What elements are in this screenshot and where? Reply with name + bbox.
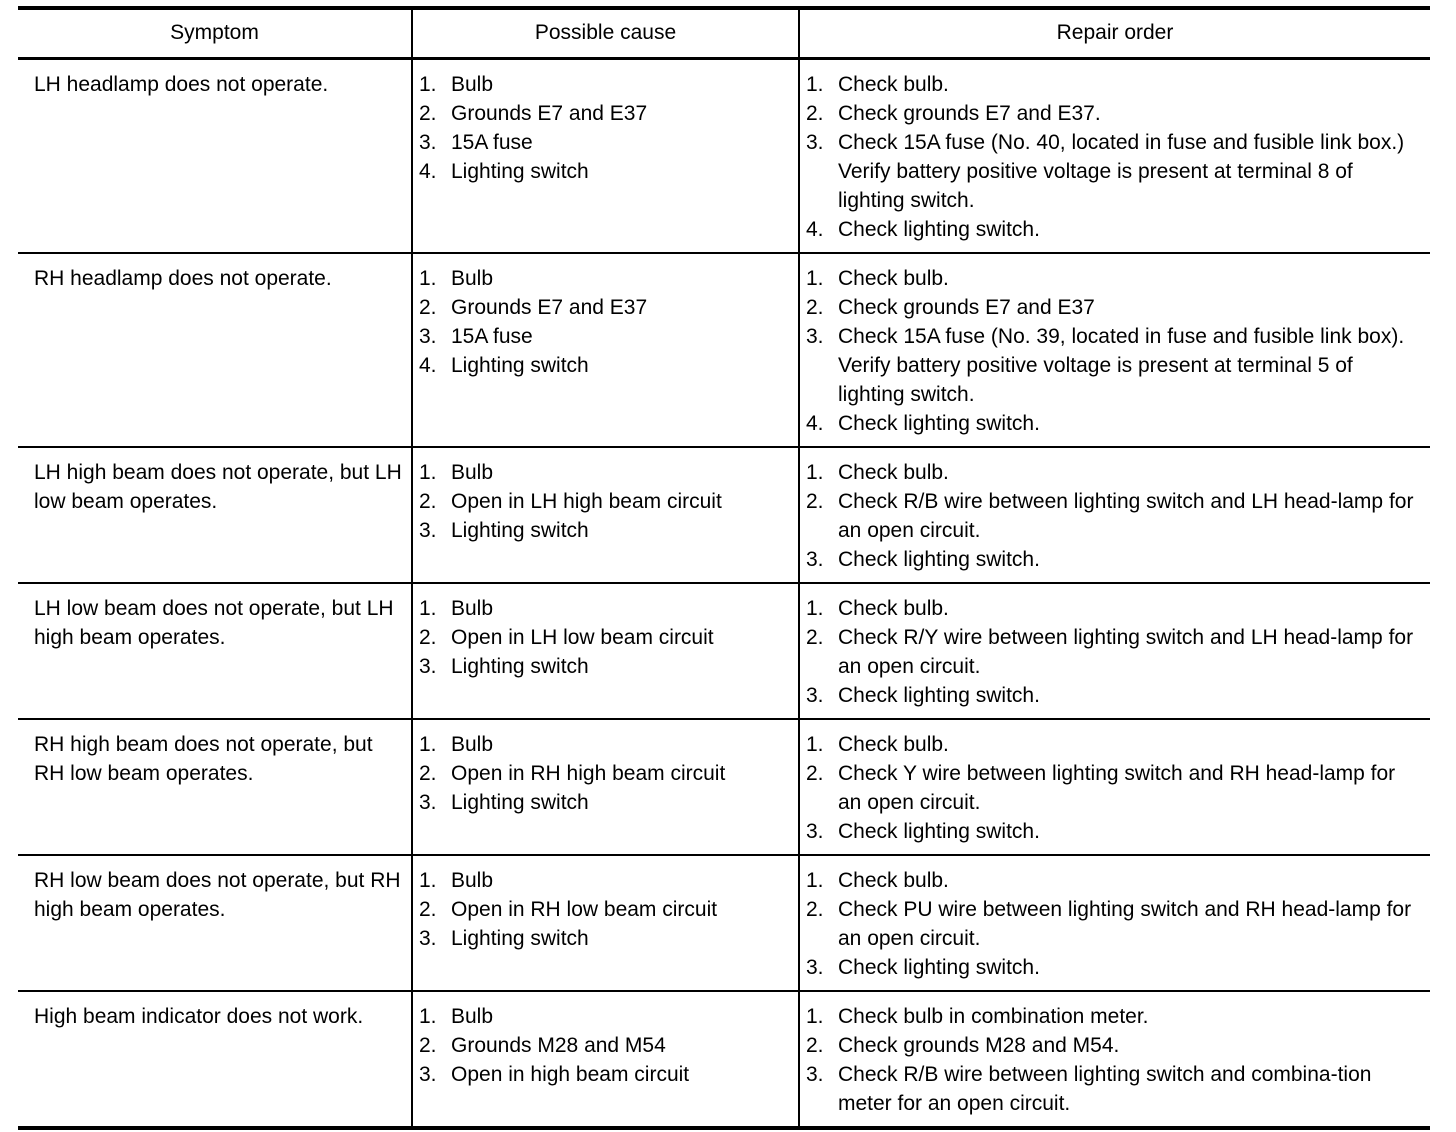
cause-list <box>419 730 790 817</box>
possible-cause-cell <box>412 719 799 855</box>
cause-item <box>419 1002 790 1031</box>
header-repair-order: Repair order <box>799 8 1430 58</box>
item-number: 3. <box>806 955 824 979</box>
item-number: 1. <box>419 72 437 96</box>
item-number: 1. <box>806 1004 824 1028</box>
item-text: Grounds M28 and M54 <box>451 1033 666 1057</box>
cause-list <box>419 70 790 186</box>
cause-item <box>419 70 790 99</box>
item-number: 2. <box>419 295 437 319</box>
repair-list <box>806 264 1422 438</box>
item-text: Bulb <box>451 72 494 96</box>
item-text: Lighting switch <box>451 518 589 542</box>
item-number: 2. <box>419 101 437 125</box>
item-number: 1. <box>806 596 824 620</box>
item-number: 3. <box>806 547 824 571</box>
item-number: 2. <box>419 897 437 921</box>
item-number: 3. <box>419 654 437 678</box>
item-text: Lighting switch <box>451 790 589 814</box>
item-text: Bulb <box>451 596 494 620</box>
item-number: 2. <box>806 295 824 319</box>
repair-item <box>806 730 1422 759</box>
item-number: 2. <box>806 625 824 649</box>
possible-cause-cell <box>412 583 799 719</box>
item-text: Bulb <box>451 460 494 484</box>
table-row <box>18 991 1430 1128</box>
item-text: Lighting switch <box>451 353 589 377</box>
item-number: 3. <box>806 130 824 154</box>
repair-order-cell <box>799 583 1430 719</box>
table-row <box>18 719 1430 855</box>
diagnosis-table <box>18 6 1430 1130</box>
possible-cause-cell <box>412 855 799 991</box>
item-text: Open in RH low beam circuit <box>451 897 718 921</box>
item-text: Open in RH high beam circuit <box>451 761 726 785</box>
cause-item <box>419 322 790 351</box>
repair-item <box>806 128 1422 215</box>
item-text: Grounds E7 and E37 <box>451 295 648 319</box>
cause-item <box>419 128 790 157</box>
item-number: 1. <box>806 72 824 96</box>
item-number: 3. <box>419 518 437 542</box>
cause-item <box>419 157 790 186</box>
item-number: 2. <box>806 1033 824 1057</box>
item-text: Bulb <box>451 868 494 892</box>
cause-item <box>419 866 790 895</box>
repair-order-cell <box>799 855 1430 991</box>
cause-item <box>419 895 790 924</box>
item-text: Check lighting switch. <box>838 819 1040 843</box>
repair-item <box>806 866 1422 895</box>
item-number: 1. <box>419 460 437 484</box>
item-text: Bulb <box>451 266 494 290</box>
item-text: Open in high beam circuit <box>451 1062 690 1086</box>
item-number: 1. <box>419 732 437 756</box>
item-text: Open in LH high beam circuit <box>451 489 722 513</box>
possible-cause-cell <box>412 447 799 583</box>
possible-cause-cell <box>412 58 799 253</box>
symptom-cell: RH low beam does not operate, but RH high beam operates. <box>34 868 401 921</box>
item-text: Check lighting switch. <box>838 547 1040 571</box>
repair-list <box>806 594 1422 710</box>
item-text: Check PU wire between lighting switch and RH head-lamp for an open circuit. <box>838 897 1412 950</box>
table-row <box>18 253 1430 447</box>
cause-item <box>419 788 790 817</box>
repair-item <box>806 895 1422 953</box>
item-text: Check bulb. <box>838 460 949 484</box>
repair-item <box>806 409 1422 438</box>
item-text: Check grounds E7 and E37 <box>838 295 1095 319</box>
repair-order-cell <box>799 447 1430 583</box>
cause-item <box>419 293 790 322</box>
item-text: Check R/Y wire between lighting switch and LH head-lamp for an open circuit. <box>838 625 1414 678</box>
item-text: Check grounds M28 and M54. <box>838 1033 1120 1057</box>
item-text: Check lighting switch. <box>838 683 1040 707</box>
item-number: 1. <box>806 266 824 290</box>
item-text: Check grounds E7 and E37. <box>838 101 1101 125</box>
possible-cause-cell <box>412 253 799 447</box>
repair-item <box>806 817 1422 846</box>
item-number: 1. <box>419 868 437 892</box>
repair-item <box>806 215 1422 244</box>
repair-list <box>806 866 1422 982</box>
cause-item <box>419 594 790 623</box>
table-row <box>18 447 1430 583</box>
table-row <box>18 583 1430 719</box>
possible-cause-cell <box>412 991 799 1128</box>
item-text: Grounds E7 and E37 <box>451 101 648 125</box>
item-number: 4. <box>419 159 437 183</box>
repair-item <box>806 487 1422 545</box>
repair-item <box>806 1060 1422 1118</box>
cause-item <box>419 99 790 128</box>
cause-item <box>419 759 790 788</box>
item-number: 2. <box>806 897 824 921</box>
item-number: 1. <box>806 868 824 892</box>
item-text: Check Y wire between lighting switch and RH head-lamp for an open circuit. <box>838 761 1396 814</box>
cause-list <box>419 264 790 380</box>
item-number: 3. <box>419 790 437 814</box>
item-text: Check bulb. <box>838 266 949 290</box>
item-number: 2. <box>419 625 437 649</box>
item-number: 4. <box>806 217 824 241</box>
item-number: 4. <box>806 411 824 435</box>
item-text: Check bulb. <box>838 868 949 892</box>
item-number: 2. <box>419 761 437 785</box>
item-text: Lighting switch <box>451 654 589 678</box>
item-number: 3. <box>806 683 824 707</box>
item-number: 3. <box>419 324 437 348</box>
item-number: 3. <box>806 324 824 348</box>
item-text: Check 15A fuse (No. 39, located in fuse and fusible link box). Verify battery positive voltage is present at terminal 5 of lighting switch. <box>838 324 1405 406</box>
repair-item <box>806 264 1422 293</box>
item-text: Lighting switch <box>451 159 589 183</box>
item-number: 3. <box>806 819 824 843</box>
repair-list <box>806 458 1422 574</box>
cause-item <box>419 487 790 516</box>
repair-item <box>806 70 1422 99</box>
cause-item <box>419 652 790 681</box>
item-text: Check R/B wire between lighting switch and LH head-lamp for an open circuit. <box>838 489 1414 542</box>
item-text: Lighting switch <box>451 926 589 950</box>
repair-item <box>806 953 1422 982</box>
item-number: 2. <box>806 761 824 785</box>
symptom-cell: LH high beam does not operate, but LH low beam operates. <box>34 460 402 513</box>
item-number: 3. <box>419 926 437 950</box>
repair-item <box>806 545 1422 574</box>
item-text: Bulb <box>451 1004 494 1028</box>
symptom-cell: LH headlamp does not operate. <box>34 72 329 96</box>
cause-list <box>419 458 790 545</box>
cause-item <box>419 924 790 953</box>
symptom-cell: RH headlamp does not operate. <box>34 266 332 290</box>
table-body <box>18 58 1430 1128</box>
cause-item <box>419 1060 790 1089</box>
item-text: Check bulb. <box>838 596 949 620</box>
item-number: 2. <box>419 489 437 513</box>
table-header <box>18 8 1430 58</box>
item-text: Check 15A fuse (No. 40, located in fuse and fusible link box.) Verify battery positive voltage is present at terminal 8 of lighting switch. <box>838 130 1405 212</box>
repair-list <box>806 730 1422 846</box>
table-row <box>18 855 1430 991</box>
symptom-cell: RH high beam does not operate, but RH low beam operates. <box>34 732 373 785</box>
repair-item <box>806 458 1422 487</box>
cause-item <box>419 458 790 487</box>
cause-list <box>419 866 790 953</box>
cause-item <box>419 623 790 652</box>
item-text: Check bulb. <box>838 732 949 756</box>
cause-list <box>419 1002 790 1089</box>
item-number: 4. <box>419 353 437 377</box>
repair-list <box>806 70 1422 244</box>
repair-item <box>806 1002 1422 1031</box>
item-number: 1. <box>806 460 824 484</box>
cause-item <box>419 264 790 293</box>
cause-list <box>419 594 790 681</box>
repair-item <box>806 623 1422 681</box>
symptom-cell: High beam indicator does not work. <box>34 1004 364 1028</box>
repair-item <box>806 759 1422 817</box>
table-row <box>18 58 1430 253</box>
item-text: Check lighting switch. <box>838 955 1040 979</box>
item-number: 1. <box>419 266 437 290</box>
repair-order-cell <box>799 58 1430 253</box>
header-row <box>18 8 1430 58</box>
cause-item <box>419 1031 790 1060</box>
repair-order-cell <box>799 719 1430 855</box>
item-number: 1. <box>806 732 824 756</box>
item-number: 2. <box>806 101 824 125</box>
item-text: Check lighting switch. <box>838 411 1040 435</box>
header-possible-cause: Possible cause <box>412 8 799 58</box>
item-number: 3. <box>806 1062 824 1086</box>
item-number: 3. <box>419 1062 437 1086</box>
item-number: 3. <box>419 130 437 154</box>
repair-item <box>806 681 1422 710</box>
repair-item <box>806 594 1422 623</box>
item-text: 15A fuse <box>451 130 533 154</box>
repair-item <box>806 1031 1422 1060</box>
item-number: 1. <box>419 596 437 620</box>
repair-order-cell <box>799 253 1430 447</box>
item-number: 1. <box>419 1004 437 1028</box>
cause-item <box>419 516 790 545</box>
item-text: Bulb <box>451 732 494 756</box>
repair-item <box>806 99 1422 128</box>
item-text: Check bulb. <box>838 72 949 96</box>
item-text: Check bulb in combination meter. <box>838 1004 1149 1028</box>
symptom-cell: LH low beam does not operate, but LH high beam operates. <box>34 596 394 649</box>
cause-item <box>419 730 790 759</box>
repair-order-cell <box>799 991 1430 1128</box>
repair-list <box>806 1002 1422 1118</box>
item-text: Check lighting switch. <box>838 217 1040 241</box>
cause-item <box>419 351 790 380</box>
repair-item <box>806 293 1422 322</box>
item-text: Check R/B wire between lighting switch and combina-tion meter for an open circuit. <box>838 1062 1372 1115</box>
item-number: 2. <box>806 489 824 513</box>
item-text: Open in LH low beam circuit <box>451 625 714 649</box>
header-symptom: Symptom <box>170 21 259 45</box>
repair-item <box>806 322 1422 409</box>
item-text: 15A fuse <box>451 324 533 348</box>
item-number: 2. <box>419 1033 437 1057</box>
